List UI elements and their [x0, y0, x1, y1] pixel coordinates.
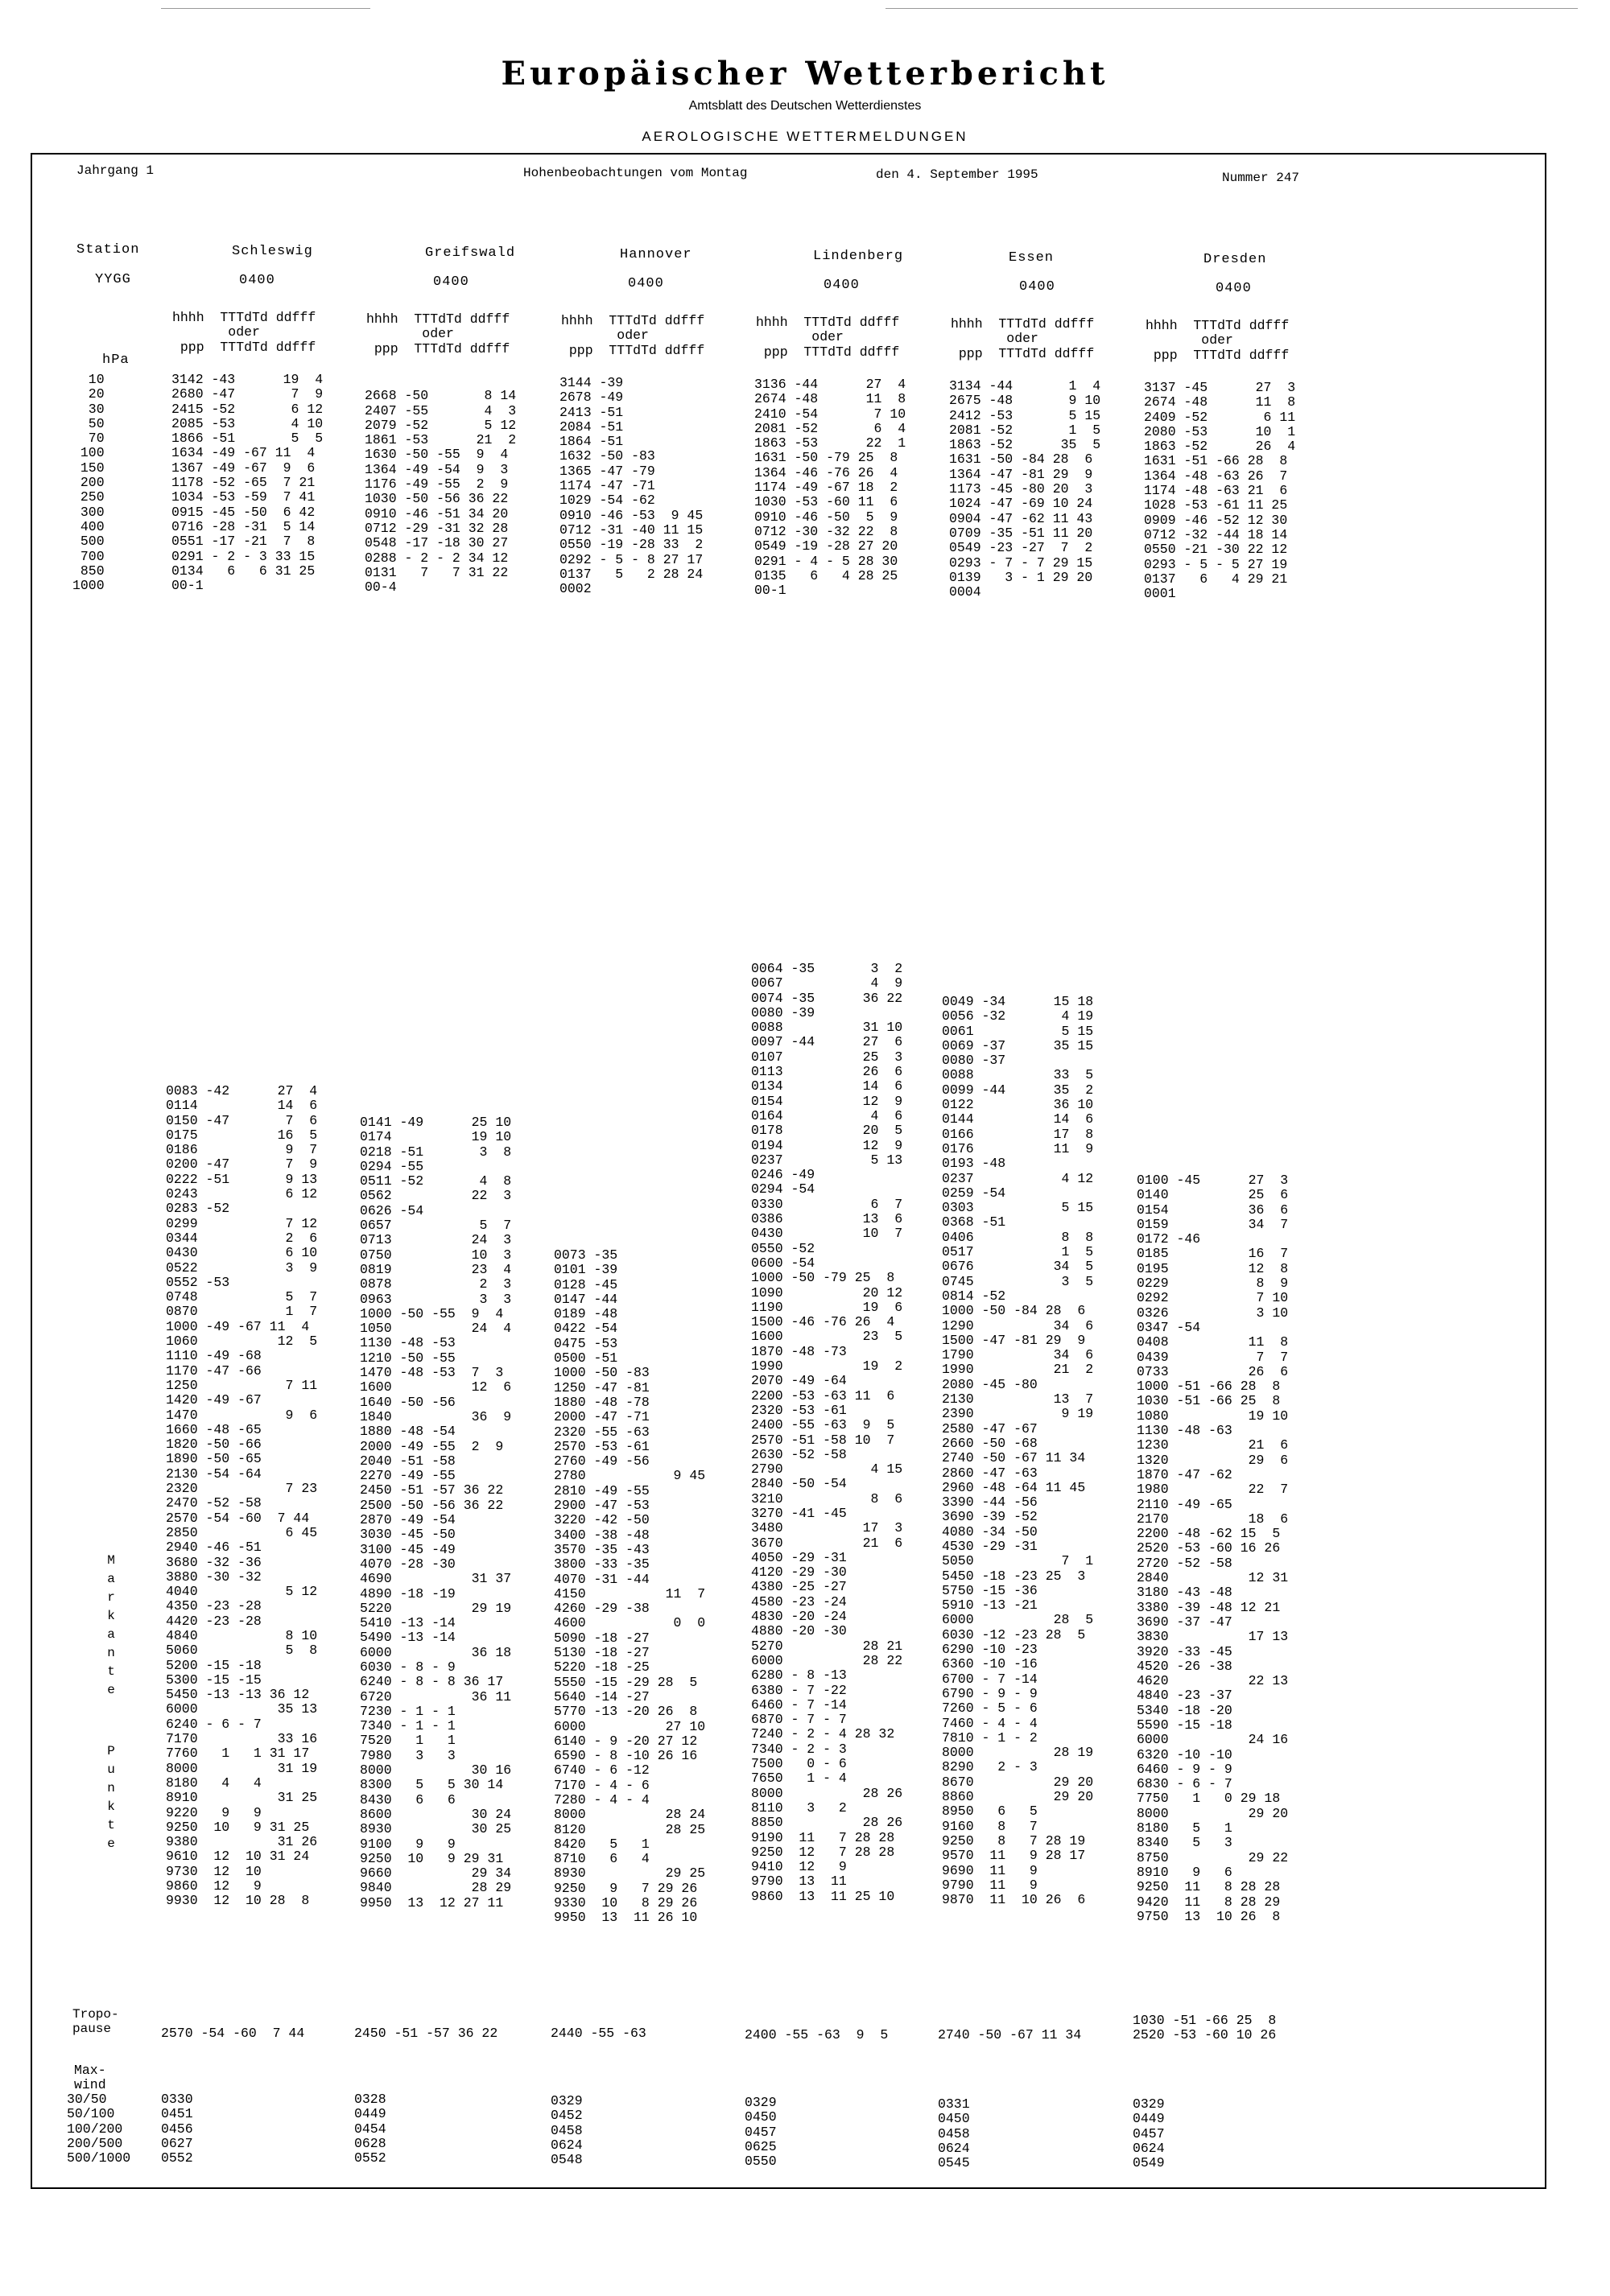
maxwind-lindenberg: 0329 0450 0457 0625 0550: [745, 2095, 777, 2170]
column-header: hhhh TTTdTd ddfff oder ppp TTTdTd ddfff: [756, 315, 900, 360]
std-levels-greifswald: 2668 -50 8 14 2407 -55 4 3 2079 -52 5 12 1861 -53 21 2 1630 -50 -55 9 4 1364 -49 -54 9 3 1176 -49 -55 2 9 1030 -50 -56 36 22 0910 -46 -51 34 20 0712 -29 -31 32 28 0548 -17 -18 30 27 0288 - 2 - 2 34 12 0131 7 7 31 22 00-4: [365, 388, 517, 596]
tropopause-label-line2: pause: [72, 2022, 112, 2036]
column-header: hhhh TTTdTd ddfff oder ppp TTTdTd ddfff: [1146, 318, 1290, 363]
station-name: Greifswald: [425, 245, 516, 261]
std-levels-schleswig: 3142 -43 19 4 2680 -47 7 9 2415 -52 6 12 2085 -53 4 10 1866 -51 5 5 1634 -49 -67 11 4 1367 -49 -67 9 6 1178 -52 -65 7 21 1034 -53 -59 7 41 0915 -45 -50 6 42 0716 -28 -31 5 14 0551 -17 -21 7 8 0291 - 2 - 3 33 15 0134 6 6 31 25 00-1: [171, 372, 324, 594]
station-time: 0400: [433, 274, 469, 290]
maxwind-levels: 30/50 50/100 100/200 200/500 500/1000: [67, 2092, 131, 2166]
maxwind-essen: 0331 0450 0458 0624 0545: [938, 2096, 970, 2171]
tropopause-greifswald: 2450 -51 -57 36 22: [354, 2026, 498, 2041]
pressure-levels: 10 20 30 50 70 100 150 200 250 300 400 500 700 850 1000: [72, 372, 105, 594]
tropopause-label-line1: Tropo-: [72, 2007, 119, 2022]
station-time: 0400: [239, 273, 275, 288]
station-label: Station: [76, 242, 140, 258]
std-levels-essen: 3134 -44 1 4 2675 -48 9 10 2412 -53 5 15 2081 -52 1 5 1863 -52 35 5 1631 -50 -84 28 6 1364 -47 -81 29 9 1173 -45 -80 20 3 1024 -47 -69 10 24 0904 -47 -62 11 43 0709 -35 -51 11 20 0549 -23 -27 7 2 0293 - 7 - 7 29 15 0139 3 - 1 29 20 0004: [949, 378, 1101, 600]
sig-points-dresden: 0100 -45 27 3 0140 25 6 0154 36 6 0159 34 7 0172 -46 0185 16 7 0195 12 8 0229 8 9 0292 7 10 0326 3 10 0347 -54 0408 11 8 0439 7 7 0733 26 6 1000 -51 -66 28 8 1030 -51 -66 25 8 1080 19 10 1130 -48 -63 1230 21 6 1320 29 6 1870 -47 -62 1980 22 7 2110 -49 -65 2170 18 6 2200 -48 -62 15 5 2520 -53 -60 16 26 2720 -52 -58 2840 12 31 3180 -43 -48 3380 -39 -48 12 21 3690 -37 -47 3830 17 13 3920 -33 -45 4520 -26 -38 4620 22 13 4840 -23 -37 5340 -18 -20 5590 -15 -18 6000 24 16 6320 -10 -10 6460 - 9 - 9 6830 - 6 - 7 7750 1 0 29 18 8000 29 20 8180 5 1 8340 5 3 8750 29 22 8910 9 6 9250 11 8 28 28 9420 11 8 28 29 9750 13 10 26 8: [1137, 1173, 1289, 1924]
maxwind-schleswig: 0330 0451 0456 0627 0552: [161, 2092, 193, 2166]
std-levels-hannover: 3144 -39 2678 -49 2413 -51 2084 -51 1864 -51 1632 -50 -83 1365 -47 -79 1174 -47 -71 1029 -54 -62 0910 -46 -53 9 45 0712 -31 -40 11 15 0550 -19 -28 33 2 0292 - 5 - 8 27 17 0137 5 2 28 24 0002: [559, 375, 704, 597]
column-header: hhhh TTTdTd ddfff oder ppp TTTdTd ddfff: [366, 311, 510, 357]
yygg-label: YYGG: [95, 272, 131, 287]
tropopause-schleswig: 2570 -54 -60 7 44: [161, 2026, 305, 2041]
station-time: 0400: [1019, 279, 1055, 295]
tropopause-label: [72, 2007, 119, 2036]
std-levels-dresden: 3137 -45 27 3 2674 -48 11 8 2409 -52 6 11 2080 -53 10 1 1863 -52 26 4 1631 -51 -66 28 8 1364 -48 -63 26 7 1174 -48 -63 21 6 1028 -53 -61 11 25 0909 -46 -52 12 30 0712 -32 -44 18 14 0550 -21 -30 22 12 0293 - 5 - 5 27 19 0137 6 4 29 21 0001: [1144, 380, 1296, 602]
jahrgang: Jahrgang 1: [76, 163, 155, 178]
hpa-label: hPa: [102, 352, 130, 368]
column-header: hhhh TTTdTd ddfff oder ppp TTTdTd ddfff: [172, 310, 316, 355]
markante-label: Markante: [107, 1553, 115, 1697]
sig-points-schleswig: 0083 -42 27 4 0114 14 6 0150 -47 7 6 0175 16 5 0186 9 7 0200 -47 7 9 0222 -51 9 13 0243 6 12 0283 -52 0299 7 12 0344 2 6 0430 6 10 0522 3 9 0552 -53 0748 5 7 0870 1 7 1000 -49 -67 11 4 1060 12 5 1110 -49 -68 1170 -47 -66 1250 7 11 1420 -49 -67 1470 9 6 1660 -48 -65 1820 -50 -66 1890 -50 -65 2130 -54 -64 2320 7 23 2470 -52 -58 2570 -54 -60 7 44 2850 6 45 2940 -46 -51 3680 -32 -36 3880 -30 -32 4040 5 12 4350 -23 -28 4420 -23 -28 4840 8 10 5060 5 8 5200 -15 -18 5300 -15 -15 5450 -13 -13 36 12 6000 35 13 6240 - 6 - 7 7170 33 16 7760 1 1 31 17 8000 31 19 8180 4 4 8910 31 25 9220 9 9 9250 10 9 31 25 9380 31 26 9610 12 10 31 24 9730 12 10 9860 12 9 9930 12 10 28 8: [166, 1083, 318, 1909]
observation-date: den 4. September 1995: [876, 167, 1038, 182]
station-name: Essen: [1009, 250, 1055, 266]
maxwind-dresden: 0329 0449 0457 0624 0549: [1133, 2096, 1165, 2171]
station-time: 0400: [1216, 281, 1252, 296]
column-header: hhhh TTTdTd ddfff oder ppp TTTdTd ddfff: [951, 316, 1095, 361]
page-subtitle: Amtsblatt des Deutschen Wetterdienstes: [688, 99, 922, 113]
top-rule: [161, 8, 370, 9]
column-header: hhhh TTTdTd ddfff oder ppp TTTdTd ddfff: [561, 313, 705, 358]
station-name: Lindenberg: [813, 249, 904, 264]
sig-points-hannover: 0073 -35 0101 -39 0128 -45 0147 -44 0189 -48 0422 -54 0475 -53 0500 -51 1000 -50 -83 1250 -47 -81 1880 -48 -78 2000 -47 -71 2320 -55 -63 2570 -53 -61 2760 -49 -56 2780 9 45 2810 -49 -55 2900 -47 -53 3220 -42 -50 3400 -38 -48 3570 -35 -43 3800 -33 -35 4070 -31 -44 4150 11 7 4260 -29 -38 4600 0 0 5090 -18 -27 5130 -18 -27 5220 -18 -25 5550 -15 -29 28 5 5640 -14 -27 5770 -13 -20 26 8 6000 27 10 6140 - 9 -20 27 12 6590 - 8 -10 26 16 6740 - 6 -12 7170 - 4 - 6 7280 - 4 - 4 8000 28 24 8120 28 25 8420 5 1 8710 6 4 8930 29 25 9250 9 7 29 26 9330 10 8 29 26 9950 13 11 26 10: [554, 1247, 706, 1926]
punkte-label: Punkte: [107, 1744, 115, 1851]
maxwind-label: Max- wind: [74, 2063, 106, 2093]
station-name: Dresden: [1203, 252, 1267, 267]
top-rule-right: [886, 8, 1578, 9]
sig-points-greifswald: 0141 -49 25 10 0174 19 10 0218 -51 3 8 0294 -55 0511 -52 4 8 0562 22 3 0626 -54 0657 5 7 0713 24 3 0750 10 3 0819 23 4 0878 2 3 0963 3 3 1000 -50 -55 9 4 1050 24 4 1130 -48 -53 1210 -50 -55 1470 -48 -53 7 3 1600 12 6 1640 -50 -56 1840 36 9 1880 -48 -54 2000 -49 -55 2 9 2040 -51 -58 2270 -49 -55 2450 -51 -57 36 22 2500 -50 -56 36 22 2870 -49 -54 3030 -45 -50 3100 -45 -49 4070 -28 -30 4690 31 37 4890 -18 -19 5220 29 19 5410 -13 -14 5490 -13 -14 6000 36 18 6030 - 8 - 9 6240 - 8 - 8 36 17 6720 36 11 7230 - 1 - 1 7340 - 1 - 1 7520 1 1 7980 3 3 8000 30 16 8300 5 5 30 14 8430 6 6 8600 30 24 8930 30 25 9100 9 9 9250 10 9 29 31 9660 29 34 9840 28 29 9950 13 12 27 11: [360, 1115, 512, 1911]
issue-number: Nummer 247: [1222, 171, 1300, 185]
station-name: Hannover: [620, 247, 692, 262]
tropopause-hannover: 2440 -55 -63: [551, 2026, 646, 2041]
station-time: 0400: [628, 276, 664, 291]
station-name: Schleswig: [232, 244, 313, 259]
sig-points-essen: 0049 -34 15 18 0056 -32 4 19 0061 5 15 0069 -37 35 15 0080 -37 0088 33 5 0099 -44 35 2 0122 36 10 0144 14 6 0166 17 8 0176 11 9 0193 -48 0237 4 12 0259 -54 0303 5 15 0368 -51 0406 8 8 0517 1 5 0676 34 5 0745 3 5 0814 -52 1000 -50 -84 28 6 1290 34 6 1500 -47 -81 29 9 1790 34 6 1990 21 2 2080 -45 -80 2130 13 7 2390 9 19 2580 -47 -67 2660 -50 -68 2740 -50 -67 11 34 2860 -47 -63 2960 -48 -64 11 45 3390 -44 -56 3690 -39 -52 4080 -34 -50 4530 -29 -31 5050 7 1 5450 -18 -23 25 3 5750 -15 -36 5910 -13 -21 6000 28 5 6030 -12 -23 28 5 6290 -10 -23 6360 -10 -16 6700 - 7 -14 6790 - 9 - 9 7260 - 5 - 6 7460 - 4 - 4 7810 - 1 - 2 8000 28 19 8290 2 - 3 8670 29 20 8860 29 20 8950 6 5 9160 8 7 9250 8 7 28 19 9570 11 9 28 17 9690 11 9 9790 11 9 9870 11 10 26 6: [942, 994, 1094, 1908]
maxwind-greifswald: 0328 0449 0454 0628 0552: [354, 2092, 386, 2166]
maxwind-hannover: 0329 0452 0458 0624 0548: [551, 2093, 583, 2168]
section-heading: AEROLOGISCHE WETTERMELDUNGEN: [642, 129, 968, 144]
observation-title: Hohenbeobachtungen vom Montag: [523, 166, 748, 180]
std-levels-lindenberg: 3136 -44 27 4 2674 -48 11 8 2410 -54 7 10 2081 -52 6 4 1863 -53 22 1 1631 -50 -79 25 8 1364 -46 -76 26 4 1174 -49 -67 18 2 1030 -53 -60 11 6 0910 -46 -50 5 9 0712 -30 -32 22 8 0549 -19 -28 27 20 0291 - 4 - 5 28 30 0135 6 4 28 25 00-1: [754, 377, 906, 599]
tropopause-essen: 2740 -50 -67 11 34: [938, 2027, 1082, 2042]
punkte-vertical: [103, 1742, 119, 1853]
page-title: Europäischer Wetterbericht: [501, 55, 1109, 93]
markante-vertical: [103, 1552, 119, 1700]
tropopause-dresden: 1030 -51 -66 25 8 2520 -53 -60 10 26: [1133, 2013, 1277, 2043]
station-time: 0400: [824, 278, 860, 293]
tropopause-lindenberg: 2400 -55 -63 9 5: [745, 2027, 889, 2042]
sig-points-lindenberg: 0064 -35 3 2 0067 4 9 0074 -35 36 22 0080 -39 0088 31 10 0097 -44 27 6 0107 25 3 0113 26 6 0134 14 6 0154 12 9 0164 4 6 0178 20 5 0194 12 9 0237 5 13 0246 -49 0294 -54 0330 6 7 0386 13 6 0430 10 7 0550 -52 0600 -54 1000 -50 -79 25 8 1090 20 12 1190 19 6 1500 -46 -76 26 4 1600 23 5 1870 -48 -73 1990 19 2 2070 -49 -64 2200 -53 -63 11 6 2320 -53 -61 2400 -55 -63 9 5 2570 -51 -58 10 7 2630 -52 -58 2790 4 15 2840 -50 -54 3210 8 6 3270 -41 -45 3480 17 3 3670 21 6 4050 -29 -31 4120 -29 -30 4380 -25 -27 4580 -23 -24 4830 -20 -24 4880 -20 -30 5270 28 21 6000 28 22 6280 - 8 -13 6380 - 7 -22 6460 - 7 -14 6870 - 7 - 7 7240 - 2 - 4 28 32 7340 - 2 - 3 7500 0 - 6 7650 1 - 4 8000 28 26 8110 3 2 8850 28 26 9190 11 7 28 28 9250 12 7 28 28 9410 12 9 9790 13 11 9860 13 11 25 10: [751, 961, 903, 1904]
